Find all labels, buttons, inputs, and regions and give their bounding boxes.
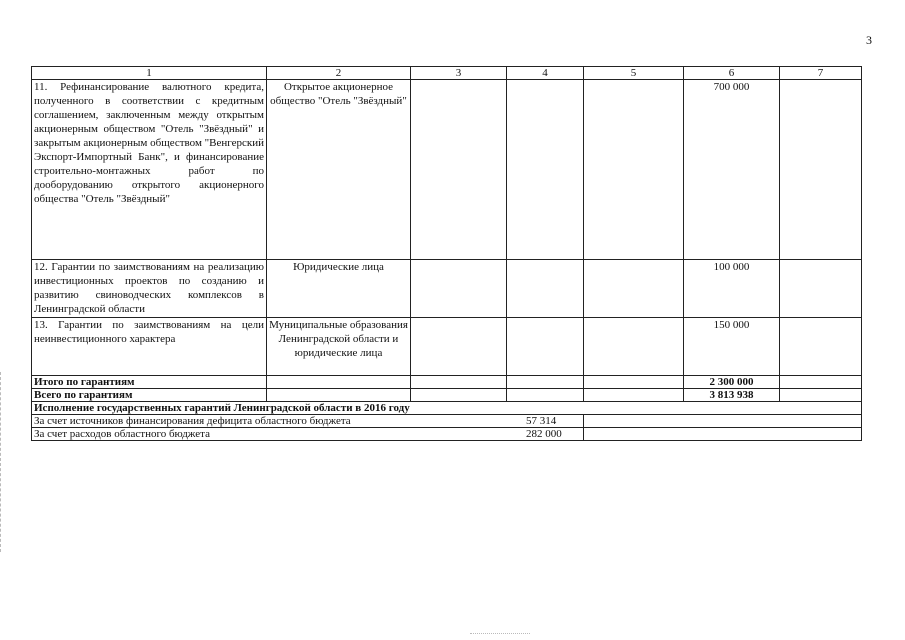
empty-cell — [411, 376, 507, 389]
total-guarantees-label: Итого по гарантиям — [32, 376, 267, 389]
empty-cell — [584, 80, 684, 260]
header-cell: 3 — [411, 67, 507, 80]
empty-cell — [584, 260, 684, 318]
principal: Муниципальные образования Ленинградской области и юридические лица — [267, 318, 411, 376]
header-cell: 2 — [267, 67, 411, 80]
total-guarantees-value: 2 300 000 — [684, 376, 780, 389]
principal: Открытое акционерное общество "Отель "Звёздный" — [267, 80, 411, 260]
empty-cell — [780, 376, 862, 389]
table-row — [32, 80, 862, 260]
empty-cell — [507, 318, 584, 376]
empty-cell — [411, 389, 507, 402]
grand-total-row — [32, 389, 862, 402]
guarantee-purpose: 12. Гарантии по заимствованиям на реализацию инвестиционных проектов по созданию и развитию свиноводческих комплексов в Ленинградской области — [32, 260, 267, 318]
table-header-row — [32, 67, 862, 80]
header-cell: 7 — [780, 67, 862, 80]
execution-expenses-row — [32, 428, 862, 441]
empty-cell — [411, 80, 507, 260]
principal: Юридические лица — [267, 260, 411, 318]
empty-cell — [267, 376, 411, 389]
empty-cell — [780, 389, 862, 402]
guarantee-amount: 100 000 — [684, 260, 780, 318]
table-row — [32, 318, 862, 376]
empty-cell — [507, 376, 584, 389]
guarantees-table — [31, 66, 862, 441]
empty-cell — [780, 80, 862, 260]
empty-cell — [267, 389, 411, 402]
page-number: 3 — [866, 33, 872, 47]
guarantee-purpose: 13. Гарантии по заимствованиям на цели неинвестиционного характера — [32, 318, 267, 376]
total-row — [32, 376, 862, 389]
guarantee-purpose: 11. Рефинансирование валютного кредита, полученного в соответствии с кредитным соглашением, заключенным между открытым акционерным обществом "Отель "Звёздный" и закрытым акционерным обществом "Венгерский Экспорт-Импортный Банк", и финансирование строительно-монтажных работ по дооборудованию открытого акционерного общества "Отель "Звёздный" — [32, 80, 267, 260]
header-cell: 5 — [584, 67, 684, 80]
execution-deficit-row — [32, 415, 862, 428]
empty-cell — [780, 260, 862, 318]
empty-cell — [780, 318, 862, 376]
execution-deficit-value: 57 314 — [526, 415, 557, 427]
table-row — [32, 260, 862, 318]
header-cell: 6 — [684, 67, 780, 80]
empty-cell — [584, 318, 684, 376]
grand-total-label: Всего по гарантиям — [32, 389, 267, 402]
empty-cell — [411, 260, 507, 318]
empty-cell — [584, 376, 684, 389]
empty-cell — [584, 389, 684, 402]
empty-cell — [411, 318, 507, 376]
execution-expenses-value: 282 000 — [526, 428, 562, 440]
empty-cell — [507, 389, 584, 402]
execution-title: Исполнение государственных гарантий Ленинградской области в 2016 году — [32, 402, 862, 415]
empty-cell — [507, 260, 584, 318]
execution-expenses-label: За счет расходов областного бюджета — [32, 428, 584, 441]
header-cell: 4 — [507, 67, 584, 80]
scan-margin-line — [0, 372, 2, 552]
grand-total-value: 3 813 938 — [684, 389, 780, 402]
scan-mark — [470, 633, 530, 635]
empty-cell — [507, 80, 584, 260]
guarantee-amount: 150 000 — [684, 318, 780, 376]
guarantee-amount: 700 000 — [684, 80, 780, 260]
execution-deficit-cell — [526, 415, 862, 428]
execution-title-row — [32, 402, 862, 415]
execution-expenses-cell — [526, 428, 862, 441]
header-cell: 1 — [32, 67, 267, 80]
execution-deficit-label: За счет источников финансирования дефицита областного бюджета — [32, 415, 584, 428]
